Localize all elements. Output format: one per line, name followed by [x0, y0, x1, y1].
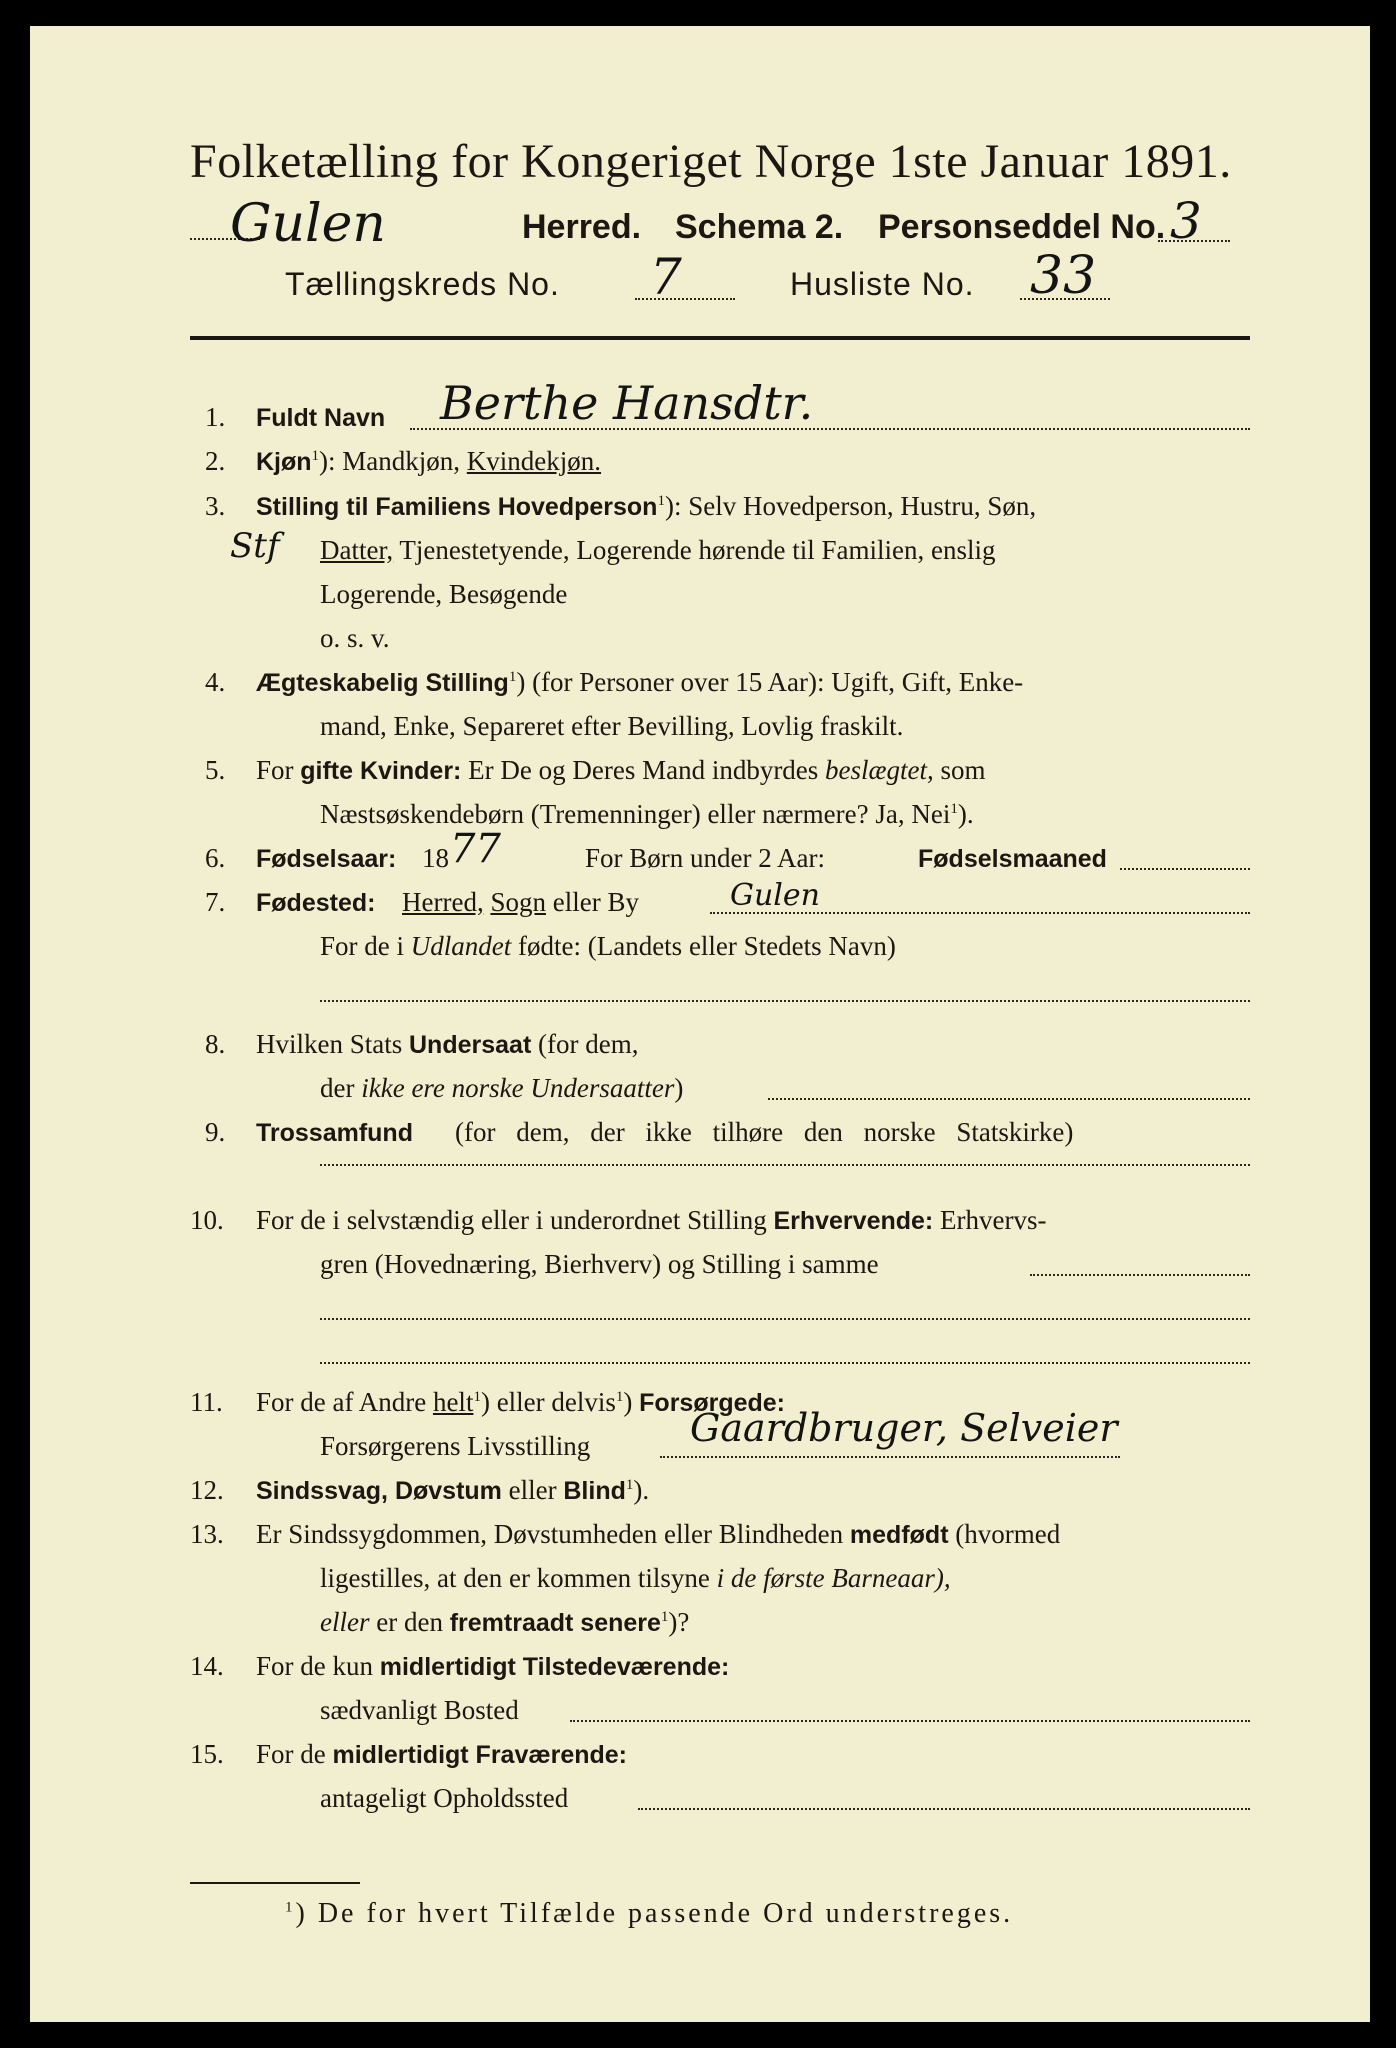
q15-line1: [256, 1739, 627, 1770]
q14-number: 14.: [190, 1651, 224, 1681]
q7-options: [402, 887, 639, 918]
q4-sup: 1: [508, 669, 517, 685]
footnote-sup: 1: [285, 1899, 296, 1916]
q5-italic: beslægtet,: [825, 755, 934, 785]
q10-fill-line1: [1030, 1274, 1250, 1276]
q10-post: Erhvervs-: [940, 1205, 1047, 1235]
q3-line1: [256, 491, 1036, 522]
q6-mid: For Børn under 2 Aar:: [585, 843, 825, 873]
q13-number: 13.: [190, 1519, 224, 1549]
q15-fill-line: [638, 1808, 1250, 1810]
q14-pre: For de kun: [256, 1651, 373, 1681]
q13-end: )?: [668, 1607, 690, 1637]
q4-text1: ) (for Personer over 15 Aar): Ugift, Gift, Enke-: [516, 667, 1024, 697]
q13-text3a: er den: [376, 1607, 443, 1637]
kreds-label: Tællingskreds No.: [285, 266, 560, 302]
q10-line2: gren (Hovednæring, Bierhverv) og Stilling i samme: [320, 1249, 879, 1279]
q13-pre: Er Sindssygdommen, Døvstumheden eller Blindheden: [256, 1519, 844, 1549]
form-title: Folketælling for Kongeriget Norge 1ste Januar 1891.: [190, 135, 1232, 188]
q13-text2a: ligestilles, at den er kommen tilsyne: [320, 1563, 710, 1593]
q4-label: Ægteskabelig Stilling: [256, 669, 509, 697]
q14-fill-line: [570, 1720, 1250, 1722]
q7-text2-italic: Udlandet: [410, 931, 512, 961]
q5-text1b: som: [940, 755, 986, 785]
q2-sup: 1: [311, 448, 320, 464]
q7-birthplace-value: Gulen: [730, 878, 820, 913]
q11-label: Forsørgede:: [639, 1389, 786, 1417]
q5-line1: [256, 755, 986, 786]
q12-label: Sindssvag, Døvstum: [256, 1477, 502, 1505]
schema-label: Schema 2.: [675, 208, 844, 246]
q10-line1: [256, 1205, 1046, 1236]
q15-label: midlertidigt Fraværende:: [332, 1741, 627, 1769]
q7-number: 7.: [205, 887, 226, 917]
q14-line1: [256, 1651, 729, 1682]
herred-value: Gulen: [230, 194, 386, 254]
census-form-page: [30, 26, 1370, 2022]
footnote-text: ) De for hvert Tilfælde passende Ord understreges.: [295, 1898, 1014, 1929]
q3-number: 3.: [205, 491, 226, 521]
kreds-value: 7: [650, 248, 682, 306]
q9-fill-line: [320, 1164, 1250, 1166]
q15-number: 15.: [190, 1739, 224, 1769]
q13-label3: fremtraadt senere: [449, 1609, 661, 1637]
q7-rest: eller By: [552, 887, 639, 917]
q3-text1: ): Selv Hovedperson, Hustru, Søn,: [664, 491, 1037, 521]
q1-number: 1.: [205, 402, 226, 432]
q14-label: midlertidigt Tilstedeværende:: [379, 1653, 730, 1681]
q2-number: 2.: [205, 446, 226, 476]
header-rule: [190, 336, 1250, 340]
q3-sup: 1: [657, 493, 665, 509]
q13-label: medfødt: [849, 1521, 949, 1549]
q5-text2: Næstsøskendebørn (Tremenninger) eller nærmere? Ja, Nei: [320, 799, 951, 829]
q14-line2: sædvanligt Bosted: [320, 1695, 519, 1725]
q5-label: gifte Kvinder:: [300, 757, 462, 785]
q13-line1: [256, 1519, 1060, 1550]
q9-label: Trossamfund: [256, 1119, 413, 1147]
q5-pre: For: [256, 755, 294, 785]
q7-line2: [320, 931, 896, 962]
q5-close: ).: [957, 799, 974, 829]
q12-sup: 1: [625, 1477, 634, 1493]
q6-label: Fødselsaar:: [256, 845, 397, 873]
q8-line2: [320, 1073, 683, 1104]
q10-number: 10.: [190, 1205, 224, 1235]
q5-line2: [320, 799, 974, 830]
q3-line4: o. s. v.: [320, 623, 390, 653]
q3-label: Stilling til Familiens Hovedperson: [256, 493, 658, 521]
q15-pre: For de: [256, 1739, 326, 1769]
q10-fill-line3: [320, 1362, 1250, 1364]
q11-number: 11.: [190, 1387, 223, 1417]
q6-year-value: 77: [450, 826, 501, 872]
q3-line2: [320, 535, 995, 566]
q11-end: ): [623, 1387, 633, 1417]
q2-rest: ): Mandkjøn,: [319, 446, 461, 476]
q1-name-value: Berthe Hansdtr.: [440, 376, 814, 430]
q3-handwritten-prefix: Stf: [230, 526, 280, 566]
q11-mid: ) eller delvis: [480, 1387, 616, 1417]
q15-line2: antageligt Opholdssted: [320, 1783, 569, 1813]
personseddel-fill-line: [1158, 240, 1230, 242]
q3-line3: Logerende, Besøgende: [320, 579, 568, 609]
q2-line: [256, 446, 601, 477]
q7-option-sogn: Sogn: [490, 887, 546, 917]
q10-pre: For de i selvstændig eller i underordnet Stilling: [256, 1205, 767, 1235]
q10-fill-line2: [320, 1318, 1250, 1320]
q5-text1: Er De og Deres Mand indbyrdes: [468, 755, 819, 785]
q6-label2: Fødselsmaaned: [918, 845, 1107, 873]
q5-sup: 1: [950, 801, 958, 817]
q13-post: (hvormed: [955, 1519, 1061, 1549]
q11-line2: Forsørgerens Livsstilling: [320, 1431, 591, 1461]
q4-number: 4.: [205, 667, 226, 697]
q11-pre: For de af Andre: [256, 1387, 427, 1417]
q7-text2a: For de i: [320, 931, 404, 961]
q9-rest: (for dem, der ikke tilhøre den norske Statskirke): [455, 1117, 1074, 1147]
q11-provider-value: Gaardbruger, Selveier: [690, 1406, 1118, 1450]
kreds-fill-line: [635, 298, 735, 300]
q3-option-datter: Datter,: [320, 535, 394, 565]
q11-option-helt: helt: [432, 1387, 474, 1417]
q8-text2b: ): [674, 1073, 684, 1103]
q6-fill-line: [1120, 868, 1250, 870]
q2-option-kvindekjon: Kvindekjøn.: [466, 446, 602, 476]
q13-text3-italic: eller: [320, 1607, 370, 1637]
q13-sup: 1: [660, 1609, 669, 1625]
q12-line: [256, 1475, 649, 1506]
husliste-value: 33: [1030, 246, 1097, 306]
q8-fill-line: [768, 1098, 1250, 1100]
q7-label: Fødested:: [256, 889, 376, 917]
q11-sup2: 1: [615, 1389, 624, 1405]
personseddel-value: 3: [1170, 192, 1202, 250]
q1-label: Fuldt Navn: [256, 404, 386, 432]
q4-line1: [256, 667, 1023, 698]
q5-number: 5.: [205, 755, 226, 785]
q7-abroad-fill-line: [320, 1000, 1250, 1002]
q10-label: Erhvervende:: [773, 1207, 934, 1235]
husliste-fill-line: [1020, 298, 1110, 300]
q9-number: 9.: [205, 1117, 226, 1147]
q7-text2b: fødte: (Landets eller Stedets Navn): [518, 931, 896, 961]
q8-text2-italic: ikke ere norske Undersaatter: [361, 1073, 675, 1103]
q13-line2: [320, 1563, 951, 1594]
q7-option-herred: Herred,: [402, 887, 484, 917]
personseddel-label: Personseddel No.: [878, 208, 1166, 246]
q8-text2a: der: [320, 1073, 355, 1103]
q12-end: ).: [633, 1475, 650, 1505]
q4-line2: mand, Enke, Separeret efter Bevilling, Lovlig fraskilt.: [320, 711, 904, 741]
q6-prefix: 18: [422, 843, 449, 873]
herred-label: Herred.: [522, 208, 642, 246]
q3-text2: Tjenestetyende, Logerende hørende til Familien, enslig: [399, 535, 996, 565]
q11-fill-line: [660, 1456, 1120, 1458]
footnote: [285, 1898, 1013, 1930]
q6-number: 6.: [205, 843, 226, 873]
q2-label: Kjøn: [256, 448, 312, 476]
q12-label2: Blind: [563, 1477, 626, 1505]
q11-sup: 1: [473, 1389, 481, 1405]
q8-post: (for dem,: [538, 1029, 639, 1059]
q8-line1: [256, 1029, 638, 1060]
q13-text2-italic: i de første Barneaar),: [716, 1563, 951, 1593]
q12-mid: eller: [508, 1475, 557, 1505]
husliste-label: Husliste No.: [790, 266, 975, 302]
q13-line3: [320, 1607, 689, 1638]
q8-number: 8.: [205, 1029, 226, 1059]
q8-pre: Hvilken Stats: [256, 1029, 403, 1059]
q12-number: 12.: [190, 1475, 224, 1505]
footnote-rule: [190, 1882, 360, 1884]
q8-label: Undersaat: [409, 1031, 532, 1059]
